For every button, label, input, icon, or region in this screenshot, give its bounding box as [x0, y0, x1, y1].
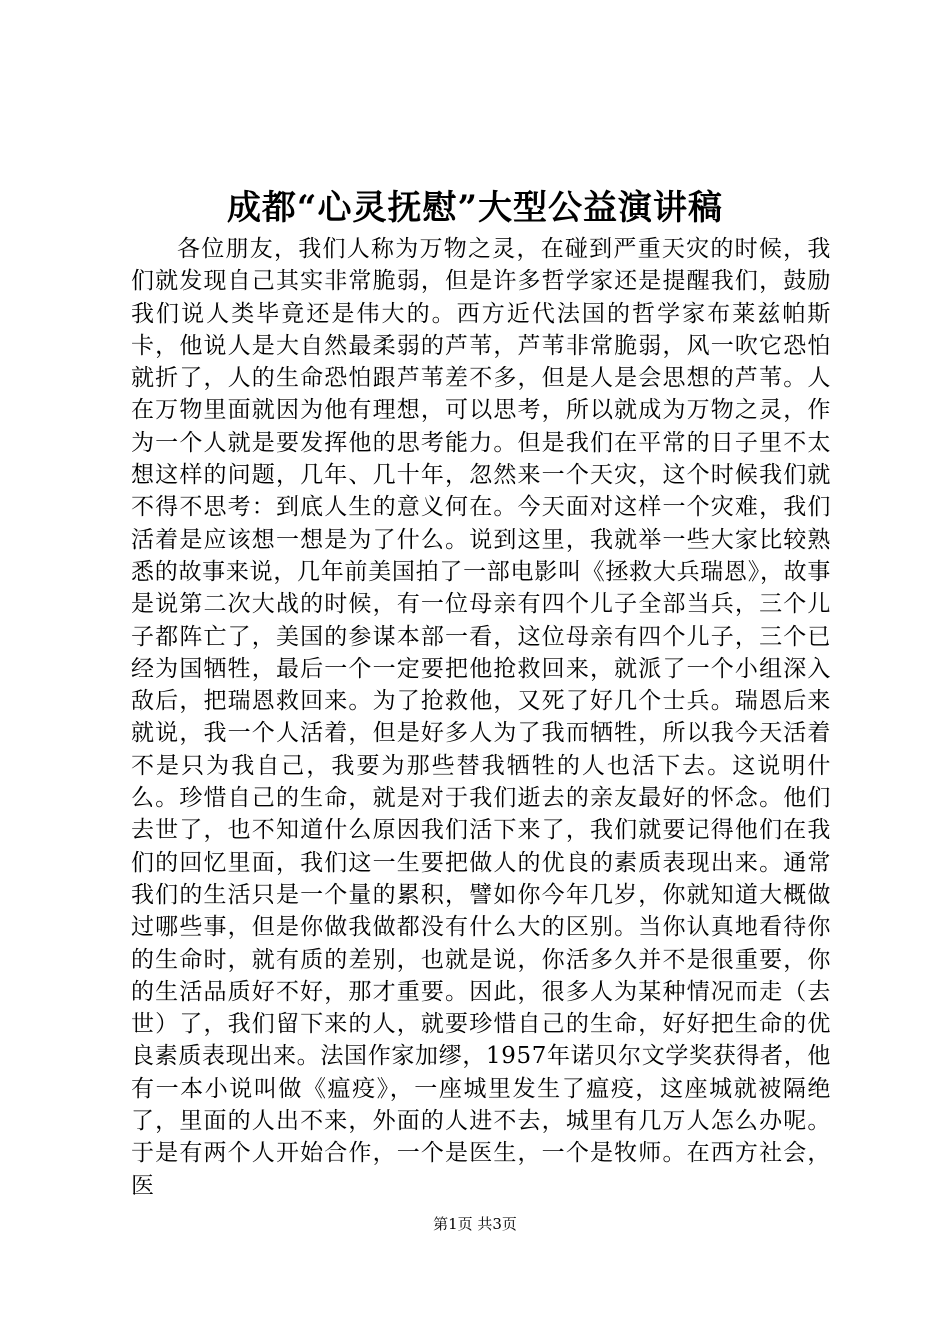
page-number-footer: 第1页 共3页: [433, 1215, 517, 1233]
document-title: 成都“心灵抚慰”大型公益演讲稿: [226, 188, 724, 228]
document-body-paragraph: 各位朋友，我们人称为万物之灵，在碰到严重天灾的时候，我们就发现自己其实非常脆弱，但是许多哲学家还是提醒我们，鼓励我们说人类毕竟还是伟大的。西方近代法国的哲学家布莱兹帕斯卡，他说人是大自然最柔弱的芦苇，芦苇非常脆弱，风一吹它恐怕就折了，人的生命恐怕跟芦苇差不多，但是人是会思想的芦苇。人在万物里面就因为他有理想，可以思考，所以就成为万物之灵，作为一个人就是要发挥他的思考能力。但是我们在平常的日子里不太想这样的问题，几年、几十年，忽然来一个天灾，这个时候我们就不得不思考：到底人生的意义何在。今天面对这样一个灾难，我们活着是应该想一想是为了什么。说到这里，我就举一些大家比较熟悉的故事来说，几年前美国拍了一部电影叫《拯救大兵瑞恩》，故事是说第二次大战的时候，有一位母亲有四个儿子全部当兵，三个儿子都阵亡了，美国的参谋本部一看，这位母亲有四个儿子，三个已经为国牺牲，最后一个一定要把他抢救回来，就派了一个小组深入敌后，把瑞恩救回来。为了抢救他，又死了好几个士兵。瑞恩后来就说，我一个人活着，但是好多人为了我而牺牲，所以我今天活着不是只为我自己，我要为那些替我牺牲的人也活下去。这说明什么。珍惜自己的生命，就是对于我们逝去的亲友最好的怀念。他们去世了，也不知道什么原因我们活下来了，我们就要记得他们在我们的回忆里面，我们这一生要把做人的优良的素质表现出来。通常我们的生活只是一个量的累积，譬如你今年几岁，你就知道大概做过哪些事，但是你做我做都没有什么大的区别。当你认真地看待你的生命时，就有质的差别，也就是说，你活多久并不是很重要，你的生活品质好不好，那才重要。因此，很多人为某种情况而走（去世）了，我们留下来的人，就要珍惜自己的生命，好好把生命的优良素质表现出来。法国作家加缪，1957年诺贝尔文学奖获得者，他有一本小说叫做《瘟疫》，一座城里发生了瘟疫，这座城就被隔绝了，里面的人出不来，外面的人进不去，城里有几万人怎么办呢。于是有两个人开始合作，一个是医生，一个是牧师。在西方社会，医: [131, 236, 831, 1199]
